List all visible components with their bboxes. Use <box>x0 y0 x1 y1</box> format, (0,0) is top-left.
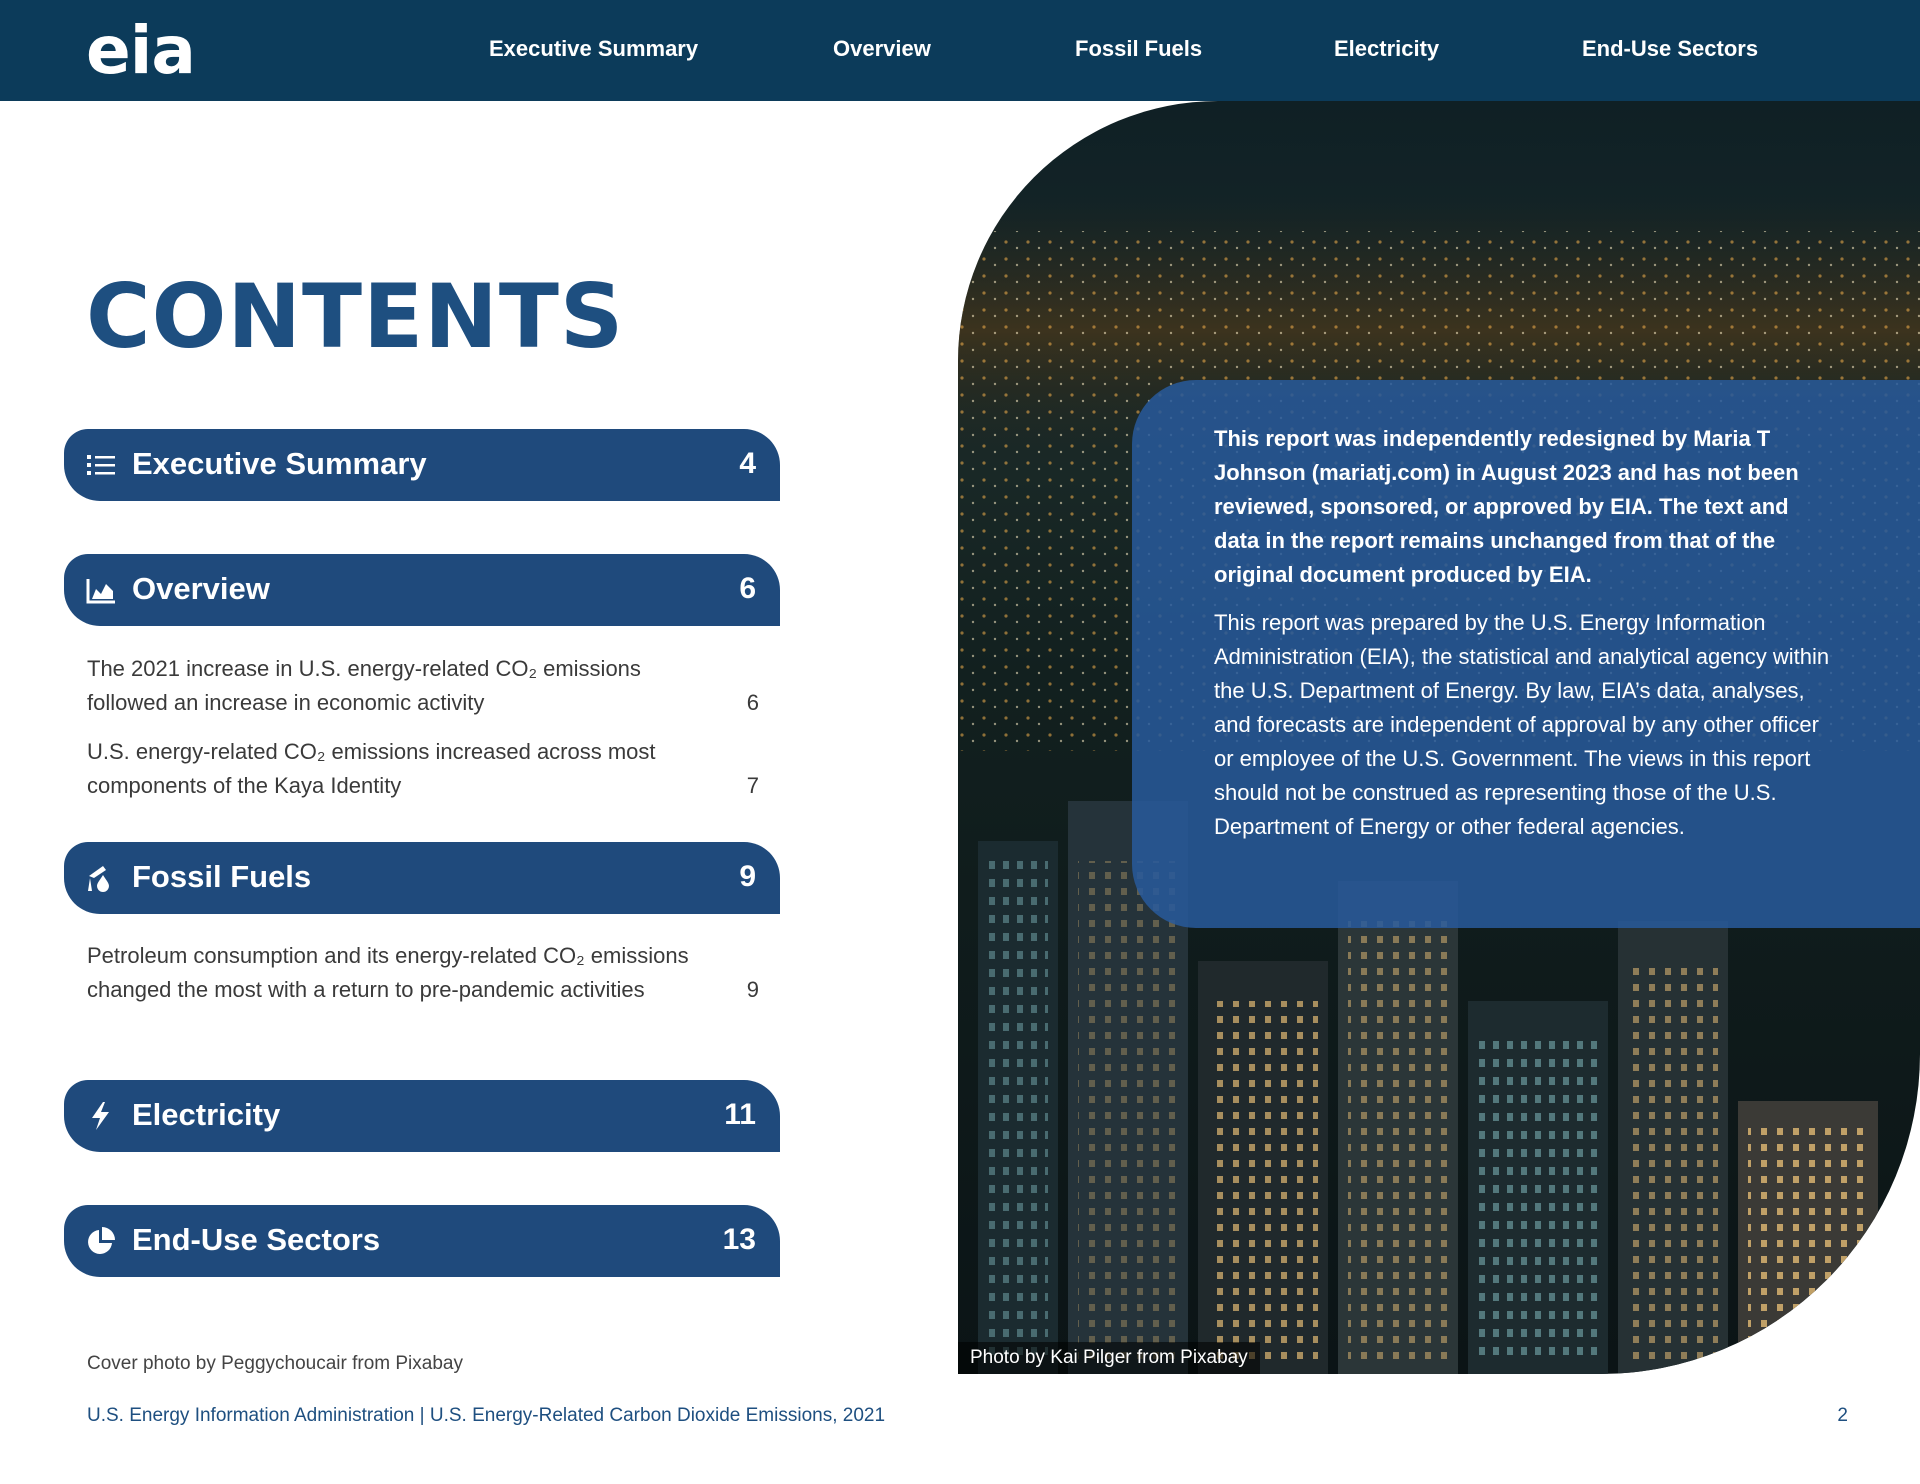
toc-section-fossil-fuels[interactable] <box>64 842 780 914</box>
toc-section-label: Executive Summary <box>132 446 427 481</box>
toc-section-label: End-Use Sectors <box>132 1222 381 1257</box>
area-chart-icon <box>86 575 116 605</box>
toc-section-overview[interactable] <box>64 554 780 626</box>
toc-entry-text: The 2021 increase in U.S. energy-related CO₂ emissions followed an increase in economic activity <box>87 656 641 715</box>
toc-section-label: Electricity <box>132 1097 281 1132</box>
toc-page-number: 4 <box>739 447 756 480</box>
toc-page-number: 9 <box>739 860 756 893</box>
toc-entry-page: 7 <box>746 773 759 798</box>
redesign-notice: This report was independently redesigned by Maria T Johnson (mariatj.com) in August 2023 and has not been reviewed, sponsored, or approved by EIA. The text and data in the report remains unchanged from that of the original document produced by EIA. <box>1214 426 1799 587</box>
toc-entry-page: 9 <box>746 977 759 1002</box>
cover-photo-credit: Cover photo by Peggychoucair from Pixabay <box>87 1353 463 1374</box>
lightning-bolt-icon <box>86 1101 116 1131</box>
photo-credit: Photo by Kai Pilger from Pixabay <box>958 1342 1260 1374</box>
toc-section-label: Fossil Fuels <box>132 859 312 894</box>
nav-executive-summary[interactable]: Executive Summary <box>489 36 699 61</box>
toc-section-executive-summary[interactable] <box>64 429 780 501</box>
toc-entry[interactable] <box>87 652 767 720</box>
toc-entry-text: U.S. energy-related CO₂ emissions increased across most components of the Kaya Identity <box>87 739 656 798</box>
footer-report-title: U.S. Energy Information Administration | U.S. Energy-Related Carbon Dioxide Emissions, 2021 <box>87 1405 886 1426</box>
toc-entry[interactable] <box>87 735 767 803</box>
nav-overview[interactable]: Overview <box>833 36 931 61</box>
list-icon <box>86 450 116 480</box>
pie-chart-icon <box>86 1226 116 1256</box>
toc-page-number: 13 <box>722 1223 756 1256</box>
page-title: CONTENTS <box>86 265 625 368</box>
top-nav-bar <box>0 0 1920 101</box>
footer-page-number: 2 <box>1837 1405 1848 1426</box>
toc-page-number: 6 <box>739 572 756 605</box>
toc-section-electricity[interactable] <box>64 1080 780 1152</box>
nav-end-use-sectors[interactable]: End-Use Sectors <box>1582 36 1759 61</box>
toc-entry[interactable] <box>87 939 767 1007</box>
toc-page-number: 11 <box>724 1098 756 1131</box>
eia-disclaimer: This report was prepared by the U.S. Energy Information Administration (EIA), the statistical and analytical agency within the U.S. Department of Energy. By law, EIA’s data, analyses, and forecasts are independent of approval by any other officer or employee of the U.S. Government. The views in this report should not be construed as representing those of the U.S. Department of Energy or other federal agencies. <box>1214 610 1830 839</box>
toc-section-end-use-sectors[interactable] <box>64 1205 780 1277</box>
nav-fossil-fuels[interactable]: Fossil Fuels <box>1075 36 1203 61</box>
toc-entry-text: Petroleum consumption and its energy-related CO₂ emissions changed the most with a return to pre-pandemic activities <box>87 943 689 1002</box>
eia-logo[interactable]: eia <box>86 12 195 89</box>
disclaimer-panel <box>1132 380 1920 928</box>
oil-drop-icon <box>86 863 116 893</box>
nav-electricity[interactable]: Electricity <box>1334 36 1440 61</box>
toc-entry-page: 6 <box>746 690 759 715</box>
toc-section-label: Overview <box>132 571 270 606</box>
